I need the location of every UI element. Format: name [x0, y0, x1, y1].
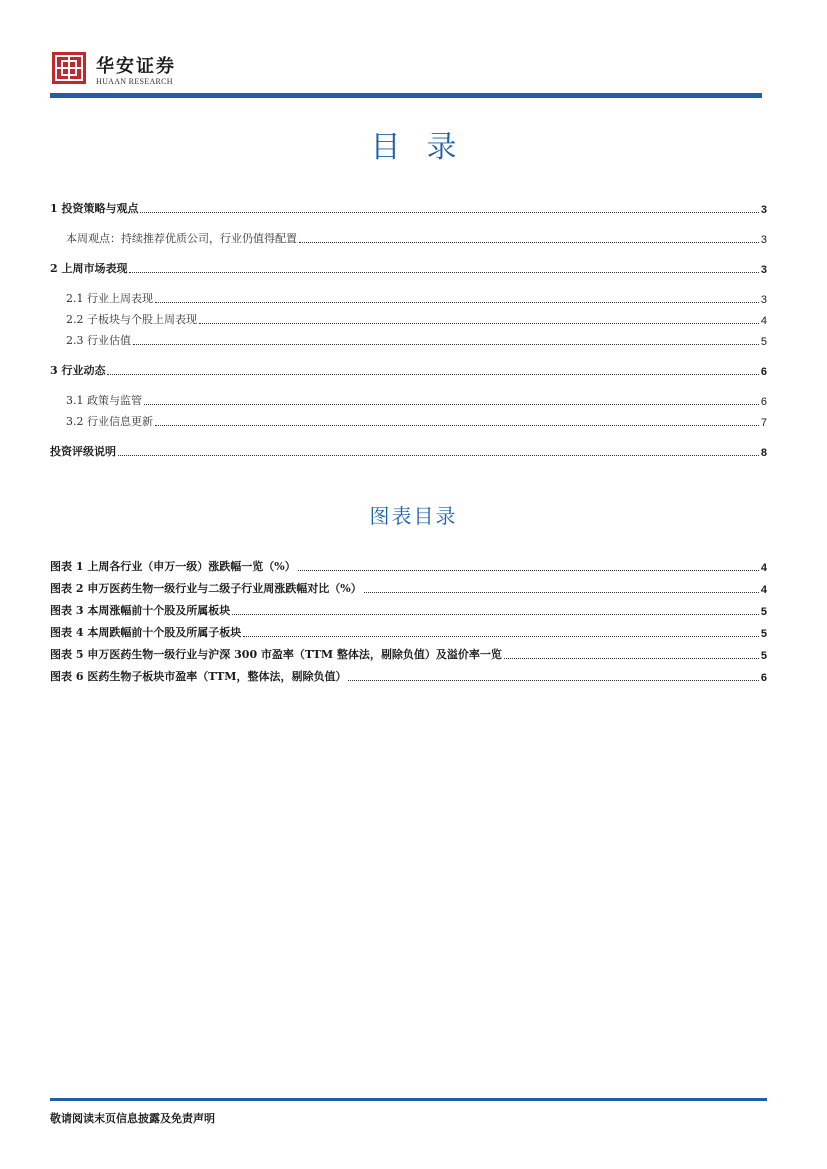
toc-entry-page-number: 3	[760, 294, 767, 306]
dot-leader	[129, 272, 758, 273]
toc-entry[interactable]	[50, 360, 767, 378]
toc-entry-label: 3 行业动态	[50, 364, 106, 377]
dot-leader	[504, 658, 759, 659]
toc-entry-label: 本周观点：持续推荐优质公司，行业仍值得配置	[66, 232, 297, 245]
figure-entry-page-number: 4	[760, 584, 767, 596]
figure-entry[interactable]	[50, 600, 767, 618]
toc-entry-label: 2 上周市场表现	[50, 262, 128, 275]
toc-entry-page-number: 6	[760, 396, 767, 408]
toc-entry[interactable]	[50, 309, 767, 327]
toc-entry-label: 2.3 行业估值	[66, 334, 131, 347]
toc-entry-page-number: 7	[760, 417, 767, 429]
figure-entry[interactable]	[50, 644, 767, 662]
dot-leader	[298, 570, 759, 571]
figure-entry[interactable]	[50, 622, 767, 640]
huaan-logo-icon	[52, 52, 86, 84]
figure-entry-page-number: 5	[760, 628, 767, 640]
dot-leader	[232, 614, 759, 615]
toc-entry-label: 1 投资策略与观点	[50, 202, 139, 215]
toc-entry-page-number: 3	[760, 204, 767, 216]
figure-entry-page-number: 5	[760, 650, 767, 662]
figure-entry-page-number: 5	[760, 606, 767, 618]
toc-entry-page-number: 4	[760, 315, 767, 327]
figure-entry-label: 图表 1 上周各行业（申万一级）涨跌幅一览（%）	[50, 560, 296, 573]
dot-leader	[133, 344, 759, 345]
figure-entry-page-number: 6	[760, 672, 767, 684]
toc-entry-page-number: 3	[760, 234, 767, 246]
figure-entry-page-number: 4	[760, 562, 767, 574]
toc-entry[interactable]	[50, 198, 767, 216]
toc-entry-page-number: 6	[760, 366, 767, 378]
toc-entry-label: 3.1 政策与监管	[66, 394, 142, 407]
toc-entry[interactable]	[50, 411, 767, 429]
figure-entry[interactable]	[50, 578, 767, 596]
toc-entry-page-number: 5	[760, 336, 767, 348]
logo-text-en: HUAAN RESEARCH	[96, 77, 173, 86]
toc-entry-page-number: 3	[760, 264, 767, 276]
toc-entry-label: 2.2 子板块与个股上周表现	[66, 313, 197, 326]
figures-title: 图表目录	[369, 504, 458, 528]
dot-leader	[348, 680, 758, 681]
dot-leader	[155, 425, 759, 426]
toc-entry[interactable]	[50, 288, 767, 306]
dot-leader	[243, 636, 759, 637]
dot-leader	[118, 455, 759, 456]
dot-leader	[140, 212, 758, 213]
toc-entry-label: 2.1 行业上周表现	[66, 292, 153, 305]
figure-entry[interactable]	[50, 556, 767, 574]
figure-entry-label: 图表 2 申万医药生物一级行业与二级子行业周涨跌幅对比（%）	[50, 582, 362, 595]
toc-entry[interactable]	[50, 390, 767, 408]
toc-entry-page-number: 8	[760, 447, 767, 459]
dot-leader	[144, 404, 759, 405]
dot-leader	[299, 242, 759, 243]
figure-entry-label: 图表 3 本周涨幅前十个股及所属板块	[50, 604, 231, 617]
toc-entry[interactable]	[50, 441, 767, 459]
dot-leader	[107, 374, 758, 375]
header-divider	[50, 93, 762, 98]
figure-entry-label: 图表 4 本周跌幅前十个股及所属子板块	[50, 626, 242, 639]
footer-disclaimer: 敬请阅读末页信息披露及免责声明	[50, 1112, 215, 1125]
dot-leader	[364, 592, 759, 593]
dot-leader	[155, 302, 759, 303]
toc-title: 目录	[370, 130, 483, 165]
figure-entry-label: 图表 6 医药生物子板块市盈率（TTM，整体法，剔除负值）	[50, 670, 347, 683]
toc-entry[interactable]	[50, 258, 767, 276]
toc-entry-label: 3.2 行业信息更新	[66, 415, 153, 428]
toc-entry[interactable]	[50, 330, 767, 348]
page-header	[50, 50, 762, 100]
figure-entry[interactable]	[50, 666, 767, 684]
footer-divider	[50, 1098, 767, 1101]
figure-entry-label: 图表 5 申万医药生物一级行业与沪深 300 市盈率（TTM 整体法，剔除负值）及溢价率一览	[50, 648, 502, 661]
toc-entry-label: 投资评级说明	[50, 445, 116, 458]
dot-leader	[199, 323, 759, 324]
toc-entry[interactable]	[50, 228, 767, 246]
logo-text-cn: 华安证券	[96, 56, 176, 77]
